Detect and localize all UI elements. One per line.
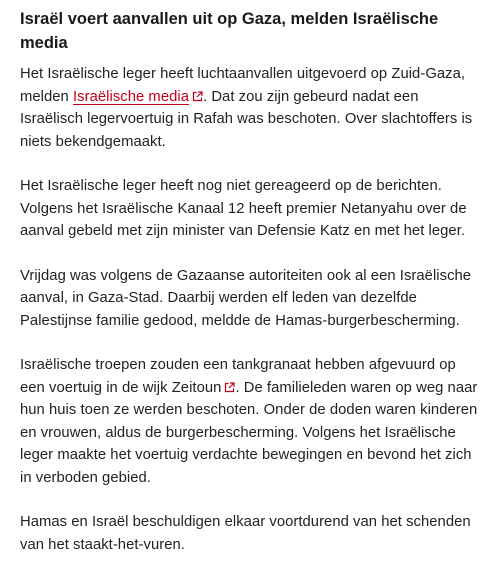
paragraph-1-text-after: . Dat zou zijn gebeurd nadat een Israëlisch legervoertuig in Rafah was beschoten. Over slachtoffers is niets bekendgemaakt. bbox=[20, 88, 473, 150]
article-headline: Israël voert aanvallen uit op Gaza, melden Israëlische media bbox=[20, 10, 439, 52]
paragraph-3: Vrijdag was volgens de Gazaanse autoriteiten ook al een Israëlische aanval, in Gaza-Stad. Daarbij werden elf leden van dezelfde Palestijnse familie gedood, meldde de Hamas-burgerbescherming. bbox=[20, 267, 472, 329]
israelische-media-link[interactable]: Israëlische media bbox=[73, 88, 189, 105]
article bbox=[20, 7, 482, 578]
external-link-icon[interactable] bbox=[224, 382, 235, 393]
paragraph-2: Het Israëlische leger heeft nog niet gereageerd op de berichten. Volgens het Israëlische Kanaal 12 heeft premier Netanyahu over de aanval gebeld met zijn minister van Defensie Katz en met het leger. bbox=[20, 178, 467, 239]
paragraph-5: Hamas en Israël beschuldigen elkaar voortdurend van het schenden van het staakt-het-vuren. bbox=[20, 514, 471, 553]
external-link-icon[interactable] bbox=[192, 91, 203, 102]
paragraph-4-text-before: Israëlische troepen zouden een tankgranaat hebben afgevuurd op een voertuig in de wijk Zeitoun bbox=[20, 357, 456, 396]
paragraph-1-text-before: Het Israëlische leger heeft luchtaanvallen uitgevoerd op Zuid-Gaza, melden bbox=[20, 66, 466, 105]
paragraph-4-text-after: . De familieleden waren op weg naar hun huis toen ze werden beschoten. Onder de doden waren kinderen en vrouwen, aldus de burgerbescherming. Volgens het Israëlische leger maakte het voertuig verdachte bewegingen en bevond het zich in verboden gebied. bbox=[20, 379, 478, 486]
paragraph-1 bbox=[20, 63, 482, 153]
paragraph-4 bbox=[20, 354, 482, 489]
